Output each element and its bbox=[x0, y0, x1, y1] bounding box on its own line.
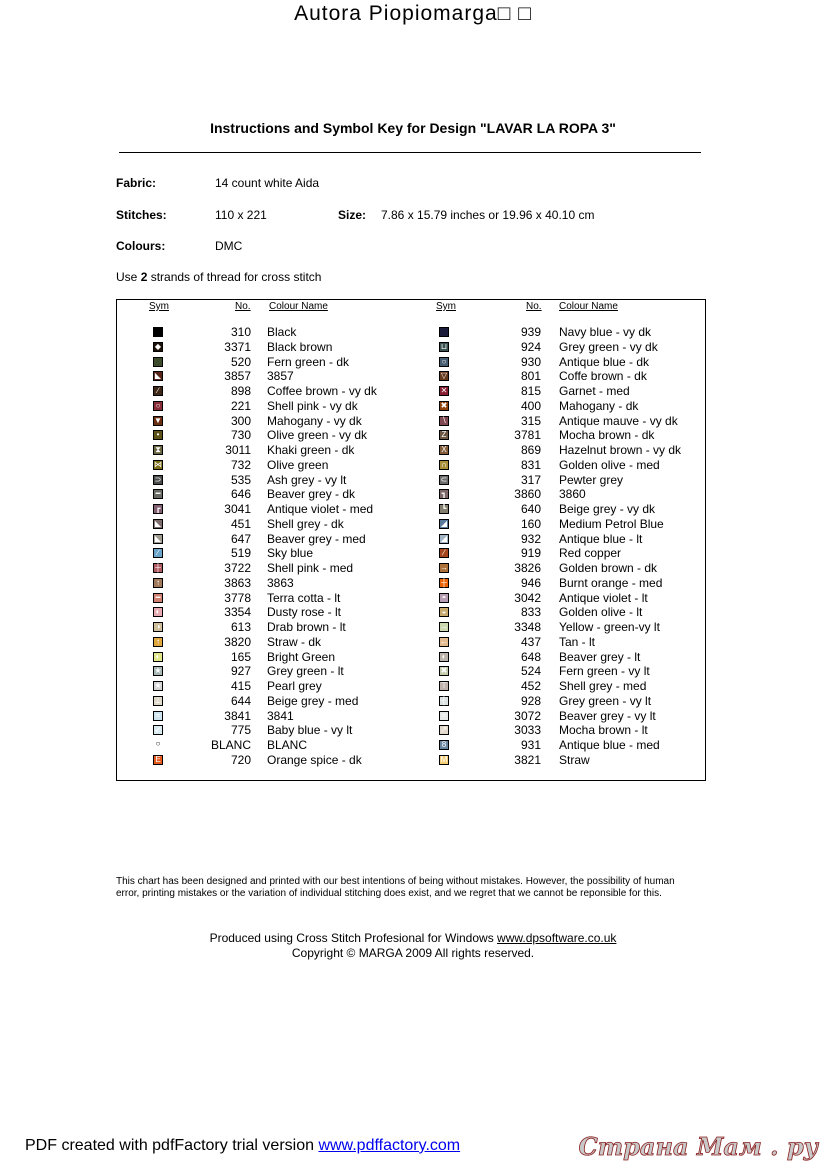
thread-number: 924 bbox=[520, 339, 541, 354]
thread-number: 535 bbox=[230, 472, 251, 487]
disclaimer bbox=[116, 876, 716, 900]
colour-name: Beaver grey - lt bbox=[559, 649, 641, 664]
colour-name: Sky blue bbox=[267, 546, 314, 561]
colour-name: Olive green - vy dk bbox=[267, 428, 368, 443]
strands-count: 2 bbox=[140, 270, 148, 284]
stitch-symbol-icon: ⊤ bbox=[440, 681, 448, 690]
colour-name: Mocha brown - lt bbox=[559, 723, 648, 738]
produced-text: Produced using Cross Stitch Profesional for Windows bbox=[209, 931, 498, 945]
stitch-symbol-icon: ◐ bbox=[439, 652, 449, 662]
stitch-symbol-icon: ┗ bbox=[439, 504, 449, 514]
colour-name: Grey green - vy lt bbox=[559, 693, 652, 708]
size-label: Size: bbox=[338, 208, 367, 222]
stitch-symbol-icon: ◣ bbox=[154, 533, 162, 543]
thread-number: 3354 bbox=[224, 605, 251, 620]
stitch-symbol-icon: ◆ bbox=[154, 341, 162, 351]
colour-name: 3860 bbox=[559, 487, 586, 502]
colour-name: Beige grey - med bbox=[267, 693, 359, 708]
colour-name: Shell grey - med bbox=[559, 679, 647, 693]
colour-name: Shell grey - dk bbox=[267, 516, 344, 531]
stitch-symbol-icon: Z bbox=[439, 430, 449, 440]
size-value: 7.86 x 15.79 inches or 19.96 x 40.10 cm bbox=[381, 208, 595, 222]
colour-name: Mahogany - vy dk bbox=[267, 413, 362, 428]
stitch-symbol-icon: ↗ bbox=[440, 725, 448, 735]
stitch-symbol-icon: ✕ bbox=[440, 386, 448, 395]
colour-name: Beaver grey - vy lt bbox=[559, 708, 656, 723]
stitch-symbol-icon: ⊔ bbox=[440, 341, 448, 351]
thread-number: 730 bbox=[230, 428, 251, 443]
colour-name: Golden olive - med bbox=[559, 457, 660, 472]
colour-name: Antique violet - med bbox=[267, 502, 374, 516]
thread-number: 519 bbox=[230, 546, 251, 561]
stitch-symbol-icon: ◒ bbox=[439, 607, 449, 617]
pdffactory-link[interactable]: www.pdffactory.com bbox=[318, 1137, 461, 1154]
stitch-symbol-icon: ∕ bbox=[153, 386, 163, 396]
colour-name: Antique violet - lt bbox=[559, 590, 648, 605]
watermark-text: Страна Мам . ру bbox=[578, 1132, 818, 1161]
colour-name: Black brown bbox=[267, 339, 333, 354]
thread-number: 300 bbox=[230, 413, 251, 428]
thread-number: 165 bbox=[230, 649, 251, 664]
thread-number: 648 bbox=[520, 649, 541, 664]
colour-name: Mahogany - dk bbox=[559, 398, 639, 413]
colour-name: 3857 bbox=[267, 369, 294, 384]
symbol-key-table bbox=[116, 299, 706, 781]
colour-name: Coffee brown - vy dk bbox=[267, 384, 377, 398]
colour-name: Hazelnut brown - vy dk bbox=[559, 443, 682, 457]
thread-number: 640 bbox=[520, 502, 541, 516]
thread-number: 939 bbox=[520, 325, 541, 339]
stitch-symbol-icon: ↑ bbox=[153, 578, 163, 588]
thread-number: 3821 bbox=[514, 752, 541, 767]
stitch-symbol-icon: ┓ bbox=[439, 489, 449, 499]
stitch-symbol-icon: ━ bbox=[153, 489, 163, 499]
thread-number: 437 bbox=[520, 634, 541, 649]
colour-name: Coffe brown - dk bbox=[559, 369, 647, 384]
thread-number: 415 bbox=[230, 679, 251, 693]
thread-number: 3863 bbox=[224, 575, 251, 590]
thread-number: 3781 bbox=[514, 428, 541, 443]
colour-name: Straw bbox=[559, 752, 590, 767]
stitch-symbol-icon: ┤ bbox=[439, 696, 449, 706]
thread-number: 732 bbox=[230, 457, 251, 472]
stitch-symbol-icon: ∕ bbox=[153, 548, 163, 558]
colour-name: Garnet - med bbox=[559, 384, 630, 398]
thread-number: BLANC bbox=[210, 738, 251, 752]
colour-name: Beaver grey - dk bbox=[267, 487, 356, 502]
colour-name: Shell pink - vy dk bbox=[267, 398, 358, 413]
colour-name: Golden olive - lt bbox=[559, 605, 643, 620]
stitch-symbol-icon: E bbox=[153, 755, 163, 765]
thread-number: 932 bbox=[520, 531, 541, 546]
page-title: Instructions and Symbol Key for Design "LAVAR LA ROPA 3" bbox=[210, 120, 616, 136]
thread-number: 3826 bbox=[514, 561, 541, 575]
stitch-symbol-icon: ━ bbox=[153, 593, 163, 603]
thread-number: 3042 bbox=[514, 590, 541, 605]
copyright: Copyright © MARGA 2009 All rights reserved. bbox=[291, 946, 535, 960]
thread-number: 310 bbox=[230, 325, 251, 339]
thread-number: 720 bbox=[230, 752, 251, 767]
stitch-symbol-icon: ▽ bbox=[440, 371, 448, 381]
stitch-symbol-icon: M bbox=[440, 754, 448, 764]
stitch-symbol-icon: ⊂ bbox=[440, 474, 448, 484]
pdf-credit-text: PDF created with pdfFactory trial version bbox=[25, 1137, 319, 1154]
stitch-symbol-icon: ○ bbox=[153, 740, 163, 750]
stitch-symbol-icon: ← bbox=[440, 636, 448, 646]
colour-name: Antique blue - lt bbox=[559, 531, 643, 546]
stitch-symbol-icon: ○ bbox=[439, 357, 449, 367]
header-name-right: Colour Name bbox=[559, 301, 618, 312]
stitch-symbol-icon: ≈ bbox=[439, 711, 449, 721]
colour-name: Drab brown - lt bbox=[267, 620, 346, 634]
thread-number: 3857 bbox=[224, 369, 251, 384]
thread-number: 3041 bbox=[224, 502, 251, 516]
stitch-symbol-icon: ▼ bbox=[154, 415, 162, 425]
stitches-value: 110 x 221 bbox=[215, 208, 267, 222]
stitch-symbol-icon: 8 bbox=[439, 740, 449, 750]
stitch-symbol-icon: → bbox=[440, 622, 448, 631]
colour-name: Golden brown - dk bbox=[559, 561, 658, 575]
thread-number: 3072 bbox=[514, 708, 541, 723]
colour-name: Shell pink - med bbox=[267, 561, 354, 575]
watermark-logo bbox=[578, 1128, 820, 1164]
colour-name: Yellow - green-vy lt bbox=[559, 620, 660, 634]
stitch-symbol-icon: ┼ bbox=[153, 563, 163, 573]
stitch-symbol-icon: ✖ bbox=[440, 666, 448, 676]
colour-name: Black bbox=[267, 325, 297, 339]
header-sym-left: Sym bbox=[149, 301, 169, 312]
colour-name: Baby blue - vy lt bbox=[267, 723, 353, 738]
thread-number: 317 bbox=[520, 472, 541, 487]
fabric-label: Fabric: bbox=[116, 176, 157, 190]
colour-name: Beaver grey - med bbox=[267, 531, 366, 546]
thread-number: 3348 bbox=[514, 620, 541, 634]
colour-name: Straw - dk bbox=[267, 634, 322, 649]
disclaimer-line-1: This chart has been designed and printed with our best intentions of being without mistakes. However, the possibility of human bbox=[116, 876, 675, 887]
thread-number: 524 bbox=[520, 664, 541, 679]
header-no-right: No. bbox=[526, 301, 542, 312]
dpsoftware-link[interactable]: www.dpsoftware.co.uk bbox=[497, 931, 617, 945]
stitch-symbol-icon: • bbox=[153, 430, 163, 440]
stitch-symbol-icon: ⊃ bbox=[154, 474, 162, 484]
stitch-symbol-icon: ┏ bbox=[153, 504, 163, 514]
header-name-left: Colour Name bbox=[269, 301, 328, 312]
colour-name: Ash grey - vy lt bbox=[267, 472, 347, 487]
strands-instruction bbox=[116, 270, 321, 284]
thread-number: 801 bbox=[520, 369, 541, 384]
thread-number: 930 bbox=[520, 354, 541, 369]
stitch-symbol-icon: ∕ bbox=[439, 548, 449, 558]
thread-number: 644 bbox=[230, 693, 251, 708]
thread-number: 946 bbox=[520, 575, 541, 590]
colour-name: Pewter grey bbox=[559, 472, 624, 487]
thread-number: 833 bbox=[520, 605, 541, 620]
stitch-symbol-icon: ◣ bbox=[154, 371, 162, 381]
thread-number: 919 bbox=[520, 546, 541, 561]
thread-number: 815 bbox=[520, 384, 541, 398]
stitch-symbol-icon: ↑ bbox=[153, 637, 163, 647]
thread-number: 400 bbox=[520, 398, 541, 413]
colour-name: Orange spice - dk bbox=[267, 752, 362, 767]
thread-number: 3778 bbox=[224, 590, 251, 605]
colours-value: DMC bbox=[215, 239, 243, 253]
thread-number: 646 bbox=[230, 487, 251, 502]
thread-number: 898 bbox=[230, 384, 251, 398]
stitch-symbol-icon: ◣ bbox=[154, 518, 162, 528]
header-sym-right: Sym bbox=[436, 301, 456, 312]
stitch-symbol-icon: ↙ bbox=[154, 725, 162, 735]
stitch-symbol-icon: ⊥ bbox=[154, 695, 162, 705]
thread-number: 775 bbox=[230, 723, 251, 738]
colour-name: Olive green bbox=[267, 457, 329, 472]
stitch-symbol-icon: ⋈ bbox=[154, 459, 162, 469]
thread-number: 647 bbox=[230, 531, 251, 546]
colour-name: Tan - lt bbox=[559, 634, 596, 649]
stitch-symbol-icon: ∩ bbox=[439, 460, 449, 470]
colour-name: Grey green - lt bbox=[267, 664, 344, 679]
colour-name: Bright Green bbox=[267, 649, 336, 664]
stitches-label: Stitches: bbox=[116, 208, 167, 222]
fabric-value: 14 count white Aida bbox=[215, 176, 320, 190]
author-heading: Autora Piopiomarga□ □ bbox=[294, 2, 532, 25]
colour-name: Antique mauve - vy dk bbox=[559, 413, 678, 428]
thread-number: 520 bbox=[230, 354, 251, 369]
colour-name: Antique blue - dk bbox=[559, 354, 650, 369]
colour-name: Fern green - vy lt bbox=[559, 664, 650, 679]
colour-name: Burnt orange - med bbox=[559, 575, 663, 590]
stitch-symbol-icon: ┼ bbox=[439, 578, 449, 588]
stitch-symbol-icon: ◑ bbox=[153, 622, 163, 632]
header-no-left: No. bbox=[235, 301, 251, 312]
stitch-symbol-icon: X bbox=[439, 445, 449, 455]
stitch-symbol-icon: ○ bbox=[153, 401, 163, 411]
stitch-symbol-icon: ★ bbox=[154, 666, 162, 676]
thread-number: 221 bbox=[230, 398, 251, 413]
colour-name: 3863 bbox=[267, 575, 294, 590]
colour-name: Grey green - vy dk bbox=[559, 339, 658, 354]
produced-by bbox=[0, 931, 826, 961]
thread-number: 451 bbox=[230, 516, 251, 531]
thread-number: 3033 bbox=[514, 723, 541, 738]
colours-label: Colours: bbox=[116, 239, 166, 253]
thread-number: 3722 bbox=[224, 561, 251, 575]
stitch-symbol-icon: → bbox=[440, 563, 448, 572]
pdf-credit bbox=[25, 1137, 460, 1155]
thread-number: 613 bbox=[230, 620, 251, 634]
colour-name: Medium Petrol Blue bbox=[559, 516, 664, 531]
thread-number: 3371 bbox=[224, 339, 251, 354]
stitch-symbol-icon: ✖ bbox=[440, 400, 448, 410]
stitch-symbol-icon: ★ bbox=[154, 681, 162, 690]
thread-number: 831 bbox=[520, 457, 541, 472]
thread-number: 869 bbox=[520, 443, 541, 457]
stitch-symbol-icon: ⧗ bbox=[153, 445, 163, 455]
colour-name: Khaki green - dk bbox=[267, 443, 355, 457]
thread-number: 315 bbox=[520, 413, 541, 428]
colour-name: BLANC bbox=[267, 738, 308, 752]
thread-number: 452 bbox=[520, 679, 541, 693]
disclaimer-line-2: error, printing mistakes or the variation of individual stitching does exist, and we regret that we cannot be reponsible for this. bbox=[116, 888, 662, 899]
colour-name: Dusty rose - lt bbox=[267, 605, 342, 620]
colour-name: 3841 bbox=[267, 708, 294, 723]
colour-name: Pearl grey bbox=[267, 679, 322, 693]
strands-post: strands of thread for cross stitch bbox=[147, 270, 322, 284]
stitch-symbol-icon: ◐ bbox=[153, 652, 163, 662]
thread-number: 3820 bbox=[224, 634, 251, 649]
thread-number: 3860 bbox=[514, 487, 541, 502]
colour-name: Red copper bbox=[559, 546, 622, 561]
colour-name: Beige grey - vy dk bbox=[559, 502, 656, 516]
stitch-symbol-icon: ◢ bbox=[440, 518, 448, 528]
thread-number: 160 bbox=[520, 516, 541, 531]
stitch-symbol-icon: ≈ bbox=[153, 711, 163, 721]
colour-name: Navy blue - vy dk bbox=[559, 325, 652, 339]
colour-name: Antique blue - med bbox=[559, 738, 660, 752]
thread-number: 927 bbox=[230, 664, 251, 679]
colour-name: Mocha brown - dk bbox=[559, 428, 655, 443]
thread-number: 931 bbox=[520, 738, 541, 752]
thread-number: 928 bbox=[520, 693, 541, 708]
stitch-symbol-icon: ◢ bbox=[440, 533, 448, 543]
thread-number: 3011 bbox=[225, 443, 251, 457]
colour-name: Fern green - dk bbox=[267, 354, 350, 369]
stitch-symbol-icon: ◐ bbox=[153, 607, 163, 617]
strands-pre: Use bbox=[116, 270, 141, 284]
stitch-symbol-icon: ∖ bbox=[439, 416, 449, 426]
stitch-symbol-icon: ◓ bbox=[439, 593, 449, 603]
colour-name: Terra cotta - lt bbox=[267, 590, 341, 605]
thread-number: 3841 bbox=[224, 708, 251, 723]
title-divider bbox=[119, 152, 701, 153]
